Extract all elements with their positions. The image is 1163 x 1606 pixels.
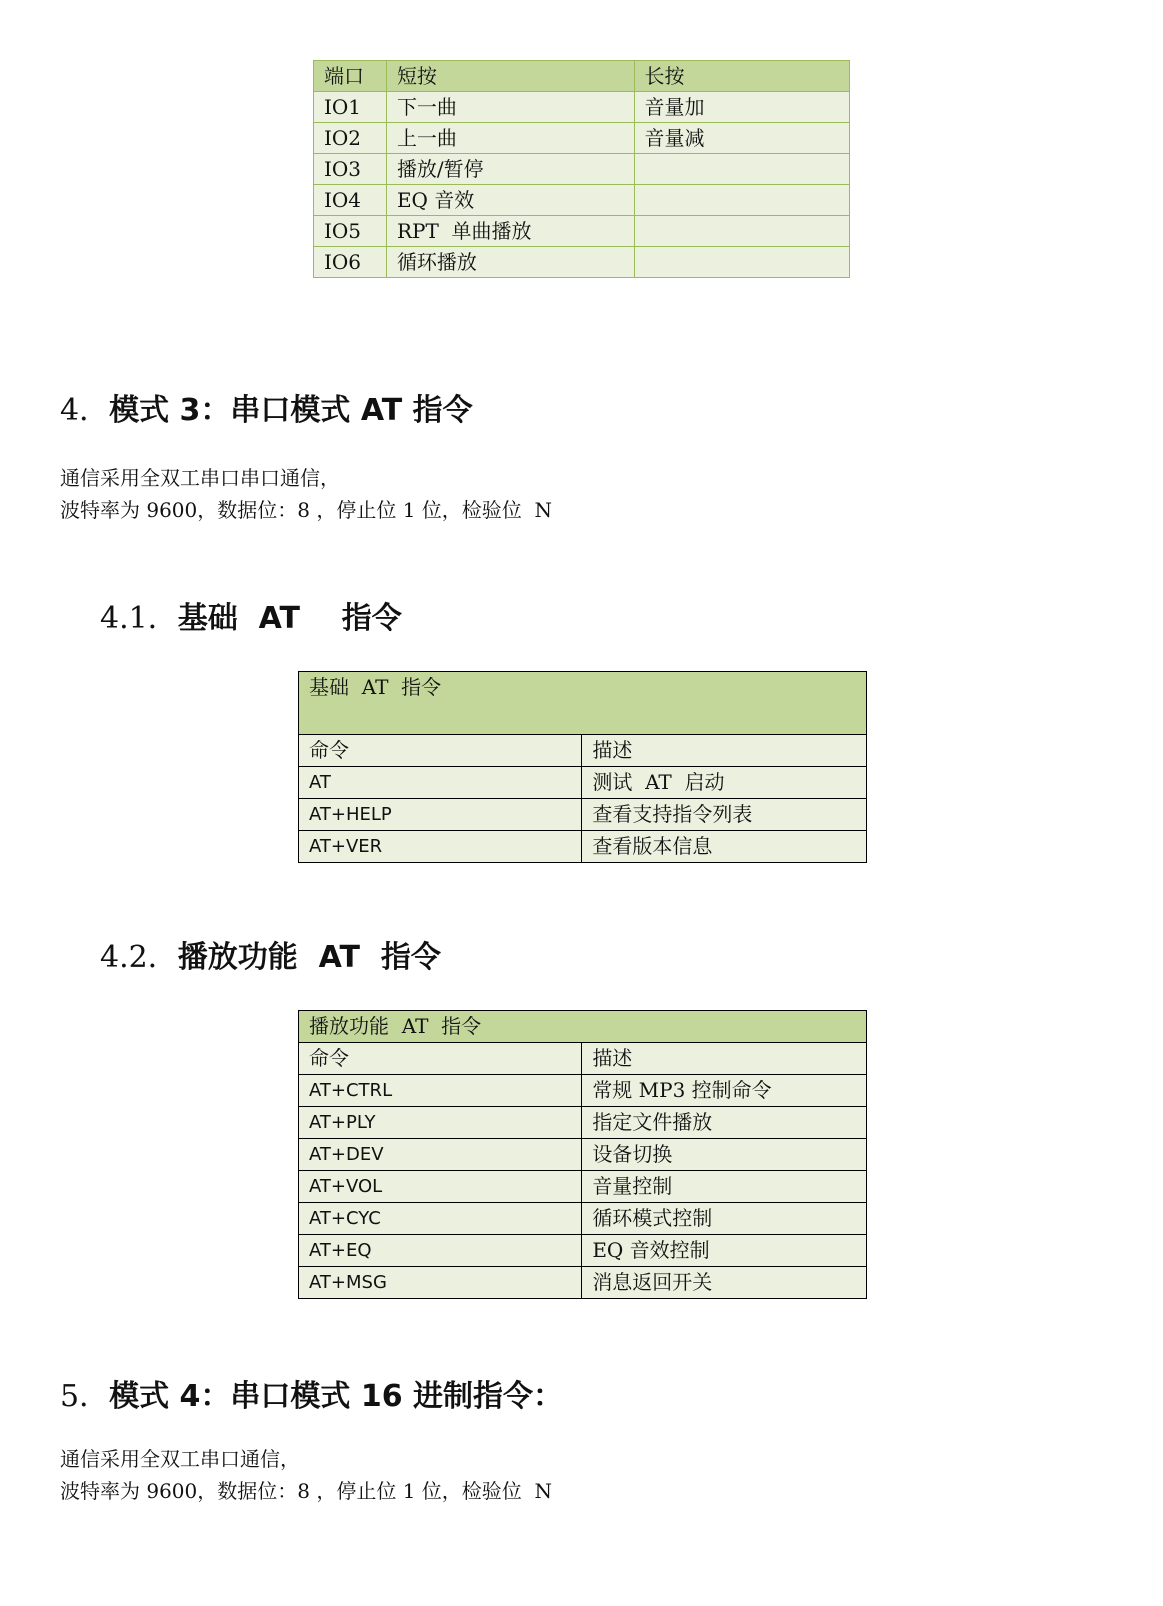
table-row <box>299 1107 867 1139</box>
table-title-row <box>299 1011 867 1043</box>
table-row <box>299 1267 867 1299</box>
table-header-row <box>299 735 867 767</box>
basic-at-command-table <box>298 671 867 863</box>
header-cell: 长按 <box>634 61 849 92</box>
section-title: 模式 3：串口模式 AT 指令 <box>109 393 473 428</box>
description-cell: 指定文件播放 <box>582 1107 867 1139</box>
header-cell: 描述 <box>582 735 867 767</box>
port-key-table <box>313 60 850 278</box>
table-row <box>299 1139 867 1171</box>
header-cell: 短按 <box>386 61 634 92</box>
command-cell: AT+MSG <box>299 1267 582 1299</box>
table-row <box>299 1171 867 1203</box>
command-cell: AT+HELP <box>299 799 582 831</box>
header-cell: 命令 <box>299 1043 582 1075</box>
command-cell: AT+PLY <box>299 1107 582 1139</box>
table-row <box>299 799 867 831</box>
section-5-paragraph <box>60 1443 552 1507</box>
table-row <box>299 1203 867 1235</box>
section-number: 5． <box>60 1379 110 1414</box>
paragraph-line: 波特率为 9600，数据位：8 ，停止位 1 位，检验位 N <box>60 1479 552 1503</box>
short-press-cell: 上一曲 <box>386 123 634 154</box>
section-number: 4.2． <box>100 940 178 975</box>
paragraph-line: 通信采用全双工串口串口通信， <box>60 466 340 490</box>
long-press-cell: 音量加 <box>634 92 849 123</box>
port-cell: IO4 <box>314 185 387 216</box>
description-cell: 循环模式控制 <box>582 1203 867 1235</box>
command-cell: AT+VOL <box>299 1171 582 1203</box>
port-cell: IO5 <box>314 216 387 247</box>
section-4-paragraph <box>60 462 552 526</box>
command-cell: AT+VER <box>299 831 582 863</box>
description-cell: 常规 MP3 控制命令 <box>582 1075 867 1107</box>
long-press-cell <box>634 154 849 185</box>
table-row <box>299 767 867 799</box>
short-press-cell: 下一曲 <box>386 92 634 123</box>
table-row <box>299 1235 867 1267</box>
port-cell: IO6 <box>314 247 387 278</box>
command-cell: AT+CTRL <box>299 1075 582 1107</box>
port-cell: IO1 <box>314 92 387 123</box>
section-5-heading <box>60 1371 563 1415</box>
table-row <box>314 216 850 247</box>
command-cell: AT+EQ <box>299 1235 582 1267</box>
table-row <box>314 92 850 123</box>
section-title: 模式 4：串口模式 16 进制指令： <box>109 1379 564 1414</box>
port-cell: IO2 <box>314 123 387 154</box>
table-row <box>314 247 850 278</box>
table-row <box>314 154 850 185</box>
long-press-cell <box>634 185 849 216</box>
port-cell: IO3 <box>314 154 387 185</box>
description-cell: 设备切换 <box>582 1139 867 1171</box>
section-title: 基础 AT 指令 <box>177 601 402 636</box>
section-4-2-heading <box>100 932 441 976</box>
description-cell: 音量控制 <box>582 1171 867 1203</box>
table-row <box>314 123 850 154</box>
description-cell: 查看支持指令列表 <box>582 799 867 831</box>
command-cell: AT+CYC <box>299 1203 582 1235</box>
long-press-cell: 音量减 <box>634 123 849 154</box>
long-press-cell <box>634 247 849 278</box>
paragraph-line: 波特率为 9600，数据位：8 ，停止位 1 位，检验位 N <box>60 498 552 522</box>
description-cell: 消息返回开关 <box>582 1267 867 1299</box>
table-header-row <box>299 1043 867 1075</box>
description-cell: 测试 AT 启动 <box>582 767 867 799</box>
table-title: 基础 AT 指令 <box>299 672 867 735</box>
table-header-row <box>314 61 850 92</box>
play-at-command-table <box>298 1010 867 1299</box>
section-4-heading <box>60 385 473 429</box>
paragraph-line: 通信采用全双工串口通信， <box>60 1447 300 1471</box>
section-4-1-heading <box>100 593 402 637</box>
header-cell: 命令 <box>299 735 582 767</box>
short-press-cell: RPT 单曲播放 <box>386 216 634 247</box>
table-row <box>299 831 867 863</box>
section-number: 4.1． <box>100 601 178 636</box>
section-title: 播放功能 AT 指令 <box>177 940 441 975</box>
command-cell: AT+DEV <box>299 1139 582 1171</box>
table-row <box>299 1075 867 1107</box>
description-cell: EQ 音效控制 <box>582 1235 867 1267</box>
short-press-cell: EQ 音效 <box>386 185 634 216</box>
table-title: 播放功能 AT 指令 <box>299 1011 867 1043</box>
section-number: 4． <box>60 393 110 428</box>
command-cell: AT <box>299 767 582 799</box>
long-press-cell <box>634 216 849 247</box>
header-cell: 端口 <box>314 61 387 92</box>
table-row <box>314 185 850 216</box>
header-cell: 描述 <box>582 1043 867 1075</box>
description-cell: 查看版本信息 <box>582 831 867 863</box>
table-title-row <box>299 672 867 735</box>
short-press-cell: 循环播放 <box>386 247 634 278</box>
short-press-cell: 播放/暂停 <box>386 154 634 185</box>
